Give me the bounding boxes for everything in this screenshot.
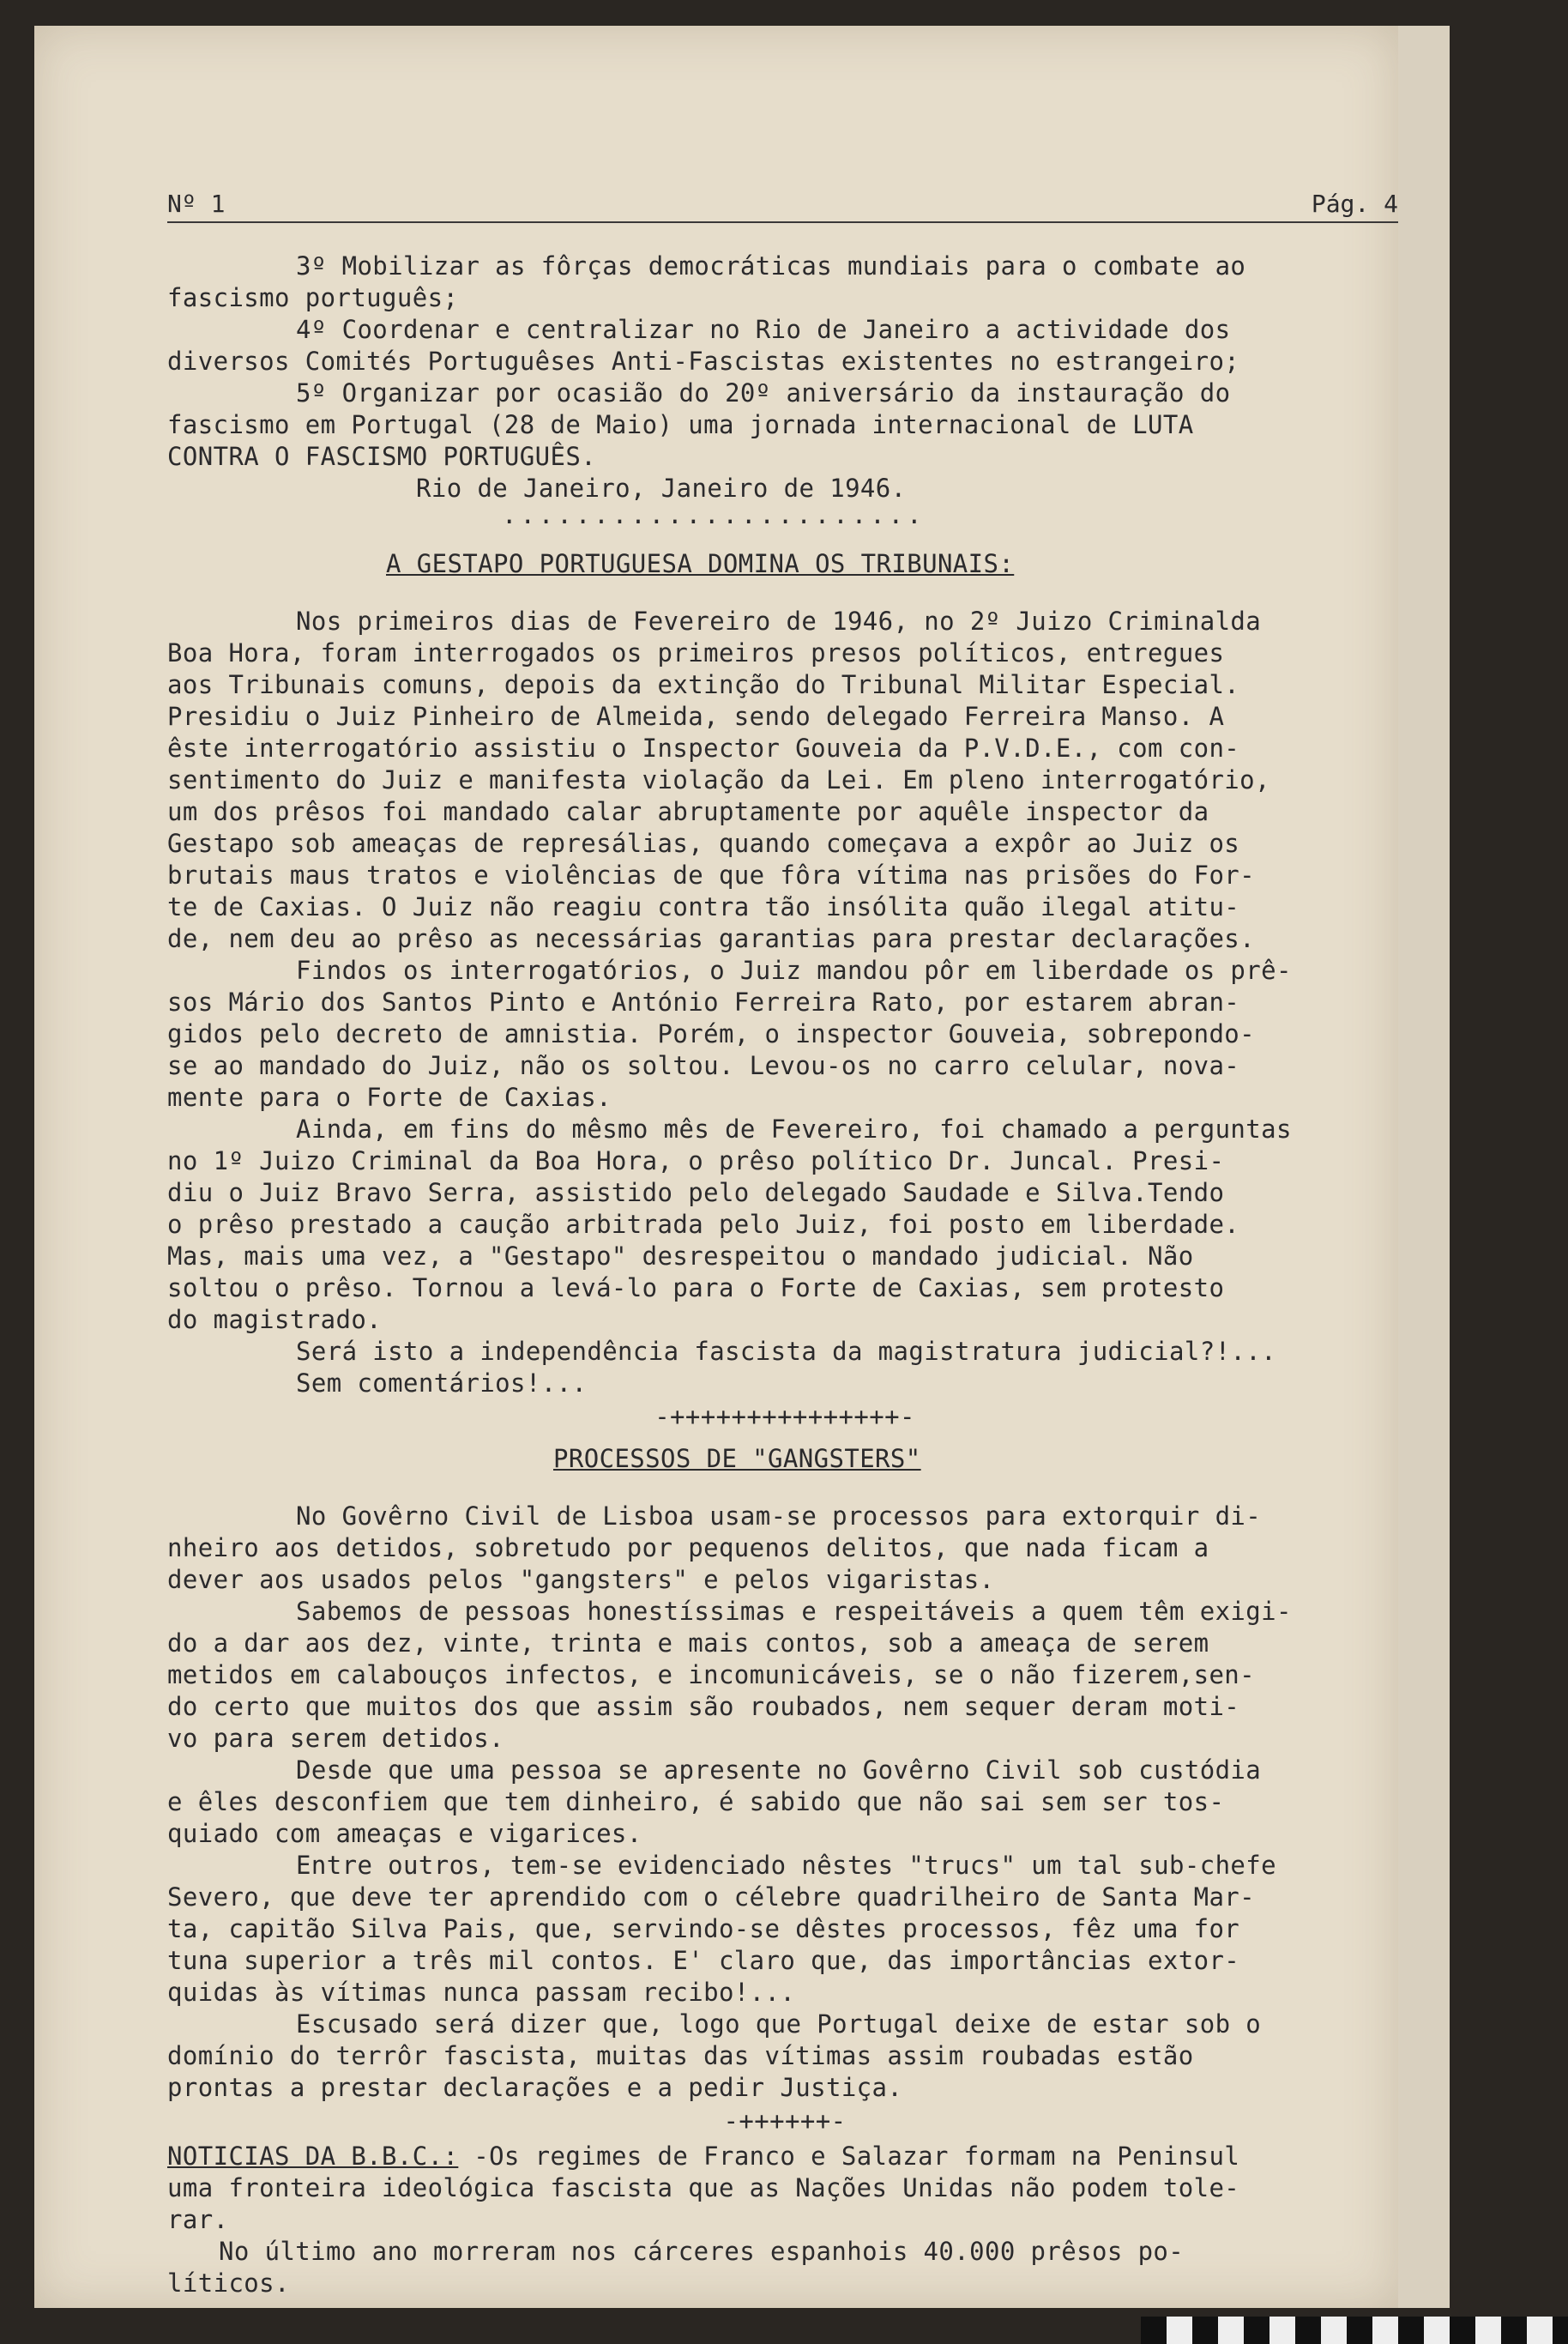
intro-line: 4º Coordenar e centralizar no Rio de Janeiro a actividade dos: [296, 315, 1231, 344]
section-heading-gestapo: A GESTAPO PORTUGUESA DOMINA OS TRIBUNAIS:: [386, 549, 1015, 578]
paragraph-line: de, nem deu ao prêso as necessárias garantias para prestar declarações.: [167, 924, 1256, 953]
paragraph-line: No Govêrno Civil de Lisboa usam-se processos para extorquir di-: [296, 1501, 1262, 1531]
paragraph-line: êste interrogatório assistiu o Inspector Gouveia da P.V.D.E., com con-: [167, 734, 1240, 763]
paragraph-line: sentimento do Juiz e manifesta violação da Lei. Em pleno interrogatório,: [167, 765, 1270, 794]
paragraph-line: se ao mandado do Juiz, não os soltou. Levou-os no carro celular, nova-: [167, 1051, 1240, 1080]
paragraph-line: Ainda, em fins do mêsmo mês de Fevereiro, foi chamado a perguntas: [296, 1115, 1292, 1144]
intro-line: 3º Mobilizar as fôrças democráticas mundiais para o combate ao: [296, 251, 1246, 281]
section-gangsters: [167, 1501, 1402, 2104]
paragraph-line: Escusado será dizer que, logo que Portugal deixe de estar sob o: [296, 2009, 1262, 2039]
paragraph-line: sos Mário dos Santos Pinto e António Ferreira Rato, por estarem abran-: [167, 988, 1240, 1017]
dotted-separator: ·······················: [502, 507, 926, 536]
intro-line: fascismo português;: [167, 283, 459, 312]
paragraph-line: Boa Hora, foram interrogados os primeiros presos políticos, entregues: [167, 638, 1225, 668]
paragraph-line: o prêso prestado a caução arbitrada pelo Juiz, foi posto em liberdade.: [167, 1210, 1240, 1239]
intro-line: CONTRA O FASCISMO PORTUGUÊS.: [167, 442, 597, 471]
paragraph-line: Findos os interrogatórios, o Juiz mandou pôr em liberdade os prê-: [296, 956, 1292, 985]
paragraph-line: brutais maus tratos e violências de que fôra vítima nas prisões do For-: [167, 861, 1256, 890]
section-gestapo: [167, 606, 1402, 1399]
intro-line: 5º Organizar por ocasião do 20º aniversário da instauração do: [296, 378, 1231, 408]
news-line: líticos.: [167, 2268, 290, 2298]
paragraph-line: Presidiu o Juiz Pinheiro de Almeida, sendo delegado Ferreira Manso. A: [167, 702, 1225, 731]
paragraph-line: dever aos usados pelos "gangsters" e pelos vigaristas.: [167, 1565, 995, 1594]
intro-list: [167, 251, 1402, 473]
paragraph-line: prontas a prestar declarações e a pedir Justiça.: [167, 2073, 903, 2102]
news-line: [167, 2141, 1402, 2172]
paragraph-line: Será isto a independência fascista da magistratura judicial?!...: [296, 1337, 1277, 1366]
plus-separator: -+++++++++++++++-: [654, 1402, 915, 1431]
intro-line: fascismo em Portugal (28 de Maio) uma jornada internacional de LUTA: [167, 410, 1194, 439]
intro-line: diversos Comités Portuguêses Anti-Fascistas existentes no estrangeiro;: [167, 347, 1240, 376]
paragraph-line: aos Tribunais comuns, depois da extinção do Tribunal Militar Especial.: [167, 670, 1240, 699]
paragraph-line: nheiro aos detidos, sobretudo por pequenos delitos, que nada ficam a: [167, 1533, 1209, 1562]
paragraph-line: mente para o Forte de Caxias.: [167, 1083, 612, 1112]
section-heading-gangsters: PROCESSOS DE "GANGSTERS": [553, 1444, 921, 1473]
paragraph-line: quidas às vítimas nunca passam recibo!...: [167, 1978, 796, 2007]
paragraph-line: Desde que uma pessoa se apresente no Govêrno Civil sob custódia: [296, 1755, 1262, 1785]
paragraph-line: Sem comentários!...: [296, 1368, 588, 1398]
signature-line: Rio de Janeiro, Janeiro de 1946.: [416, 474, 907, 503]
paragraph-line: metidos em calabouços infectos, e incomunicáveis, se o não fizerem,sen-: [167, 1660, 1256, 1689]
paragraph-line: no 1º Juizo Criminal da Boa Hora, o prêso político Dr. Juncal. Presi-: [167, 1146, 1225, 1175]
paragraph-line: Severo, que deve ter aprendido com o célebre quadrilheiro de Santa Mar-: [167, 1882, 1256, 1912]
issue-number: Nº 1: [167, 190, 226, 218]
paragraph-line: Sabemos de pessoas honestíssimas e respeitáveis a quem têm exigi-: [296, 1597, 1292, 1626]
paragraph-line: do certo que muitos dos que assim são roubados, nem sequer deram moti-: [167, 1692, 1240, 1721]
document-body: [167, 251, 1402, 2299]
paragraph-line: quiado com ameaças e vigarices.: [167, 1819, 642, 1848]
page-header: [167, 187, 1398, 223]
paragraph-line: do a dar aos dez, vinte, trinta e mais contos, sob a ameaça de serem: [167, 1628, 1209, 1658]
paragraph-line: domínio do terrôr fascista, muitas das vítimas assim roubadas estão: [167, 2041, 1194, 2070]
plus-separator-small: -++++++-: [723, 2106, 847, 2136]
news-text: -Os regimes de Franco e Salazar formam na Peninsul: [458, 2142, 1240, 2171]
news-label: NOTICIAS DA B.B.C.:: [167, 2142, 459, 2171]
paragraph-line: Entre outros, tem-se evidenciado nêstes "trucs" um tal sub-chefe: [296, 1851, 1277, 1880]
paragraph-line: soltou o prêso. Tornou a levá-lo para o Forte de Caxias, sem protesto: [167, 1273, 1225, 1302]
news-line: uma fronteira ideológica fascista que as Nações Unidas não podem tole-: [167, 2173, 1240, 2202]
paragraph-line: Gestapo sob ameaças de represálias, quando começava a expôr ao Juiz os: [167, 829, 1240, 858]
paragraph-line: um dos prêsos foi mandado calar abruptamente por aquêle inspector da: [167, 797, 1209, 826]
paragraph-line: Mas, mais uma vez, a "Gestapo" desrespeitou o mandado judicial. Não: [167, 1241, 1194, 1271]
scan-margin: [1398, 26, 1450, 2308]
paragraph-line: te de Caxias. O Juiz não reagiu contra tão insólita quão ilegal atitu-: [167, 892, 1240, 921]
paragraph-line: e êles desconfiem que tem dinheiro, é sabido que não sai sem ser tos-: [167, 1787, 1225, 1816]
paragraph-line: gidos pelo decreto de amnistia. Porém, o inspector Gouveia, sobrepondo-: [167, 1019, 1256, 1048]
scan-calibration-bar: [1141, 2317, 1568, 2344]
paragraph-line: tuna superior a três mil contos. E' claro que, das importâncias extor-: [167, 1946, 1240, 1975]
paragraph-line: vo para serem detidos.: [167, 1724, 504, 1753]
paragraph-line: Nos primeiros dias de Fevereiro de 1946, no 2º Juizo Criminalda: [296, 607, 1262, 636]
paragraph-line: diu o Juiz Bravo Serra, assistido pelo delegado Saudade e Silva.Tendo: [167, 1178, 1225, 1207]
section-news: [167, 2141, 1402, 2299]
paragraph-line: do magistrado.: [167, 1305, 383, 1334]
news-line: rar.: [167, 2205, 229, 2234]
news-line: No último ano morreram nos cárceres espanhois 40.000 prêsos po-: [219, 2237, 1185, 2266]
page-number: Pág. 4: [1311, 190, 1398, 218]
paragraph-line: ta, capitão Silva Pais, que, servindo-se dêstes processos, fêz uma for: [167, 1914, 1240, 1943]
